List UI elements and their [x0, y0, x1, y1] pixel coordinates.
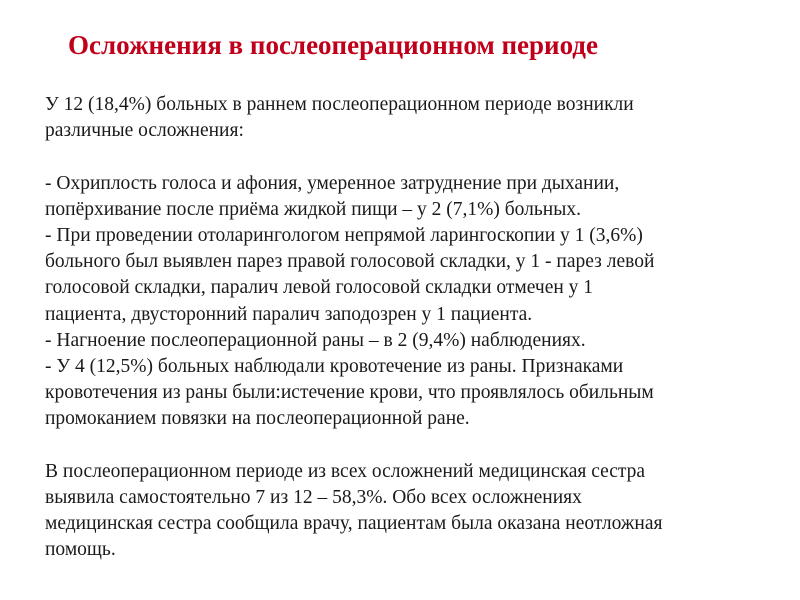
- slide-title: Осложнения в послеоперационном периоде: [68, 30, 598, 60]
- complication-line: голосовой складки, паралич левой голосовой складки отмечен у 1: [45, 277, 594, 299]
- conclusion-paragraph: [45, 459, 765, 564]
- complication-line: пациента, двусторонний паралич заподозрен у 1 пациента.: [45, 303, 533, 325]
- complication-line: - Охриплость голоса и афония, умеренное затруднение при дыхании,: [45, 172, 620, 194]
- complication-line: - При проведении отоларингологом непрямой ларингоскопии у 1 (3,6%): [45, 224, 643, 246]
- conclusion-line: медицинская сестра сообщила врачу, пациентам была оказана неотложная: [45, 513, 663, 534]
- slide-body: [45, 92, 765, 563]
- complication-line: попёрхивание после приёма жидкой пищи – у 2 (7,1%) больных.: [45, 198, 581, 220]
- intro-line: различные осложнения:: [45, 120, 244, 142]
- complication-line: промоканием повязки на послеоперационной ране.: [45, 408, 470, 430]
- paragraph-gap: [45, 432, 765, 458]
- intro-paragraph: [45, 92, 765, 144]
- conclusion-line: В послеоперационном периоде из всех осложнений медицинская сестра: [45, 460, 646, 482]
- complication-line: больного был выявлен парез правой голосовой складки, у 1 - парез левой: [45, 251, 655, 273]
- complication-line: кровотечения из раны были:истечение крови, что проявлялось обильным: [45, 382, 654, 404]
- paragraph-gap: [45, 144, 765, 170]
- complication-line: - Нагноение послеоперационной раны – в 2 (9,4%) наблюдениях.: [45, 329, 586, 351]
- conclusion-line: выявила самостоятельно 7 из 12 – 58,3%. Обо всех осложнениях: [45, 486, 582, 508]
- conclusion-line: помощь.: [45, 539, 116, 561]
- intro-line: У 12 (18,4%) больных в раннем послеоперационном периоде возникли: [45, 94, 634, 115]
- complications-paragraph: [45, 171, 765, 433]
- complication-line: - У 4 (12,5%) больных наблюдали кровотечение из раны. Признаками: [45, 355, 624, 377]
